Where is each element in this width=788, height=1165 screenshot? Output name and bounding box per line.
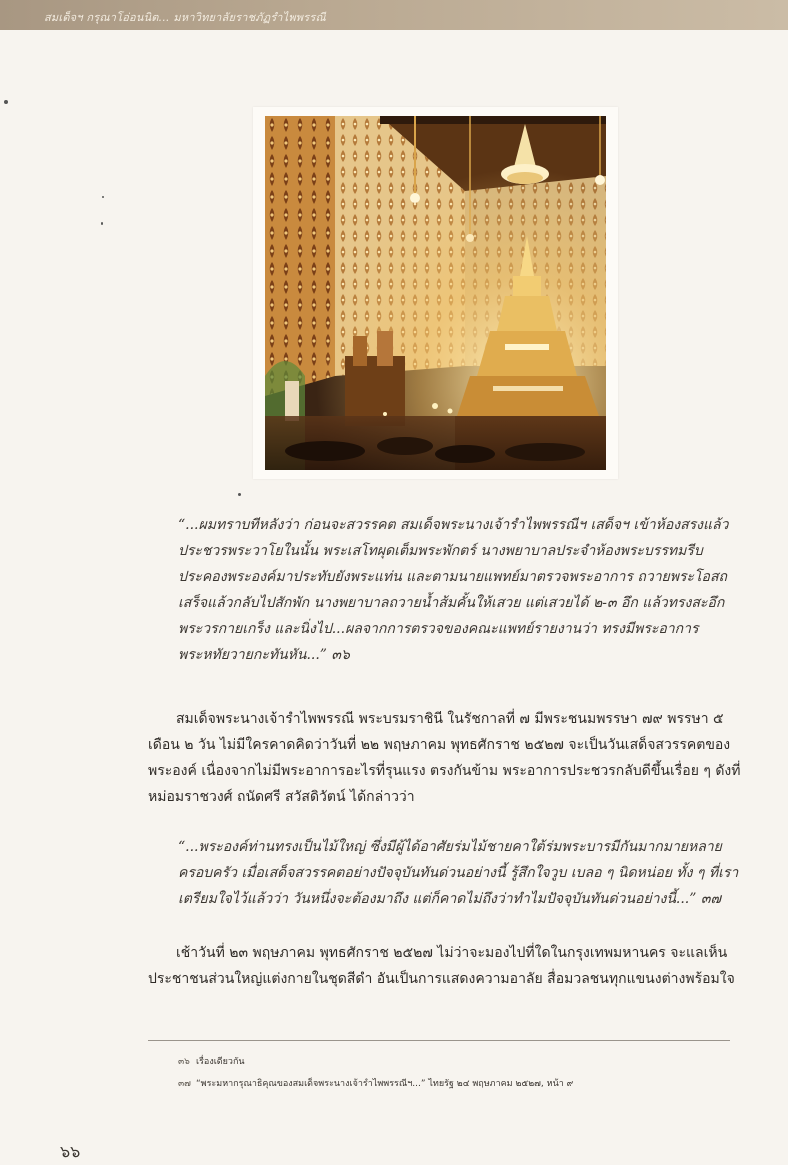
footnote-text: เรื่องเดียวกัน xyxy=(196,1057,245,1067)
paragraph-line: ประชาชนส่วนใหญ่แต่งกายในชุดสีดำ อันเป็นการแสดงความอาลัย สื่อมวลชนทุกแขนงต่างพร้อมใจ xyxy=(148,971,735,987)
quote-block-2 xyxy=(178,834,738,912)
quote-line: ประคองพระองค์มาประทับยังพระแท่น และตามนายแพทย์มาตรวจพระอาการ ถวายพระโอสถ xyxy=(178,569,727,585)
paragraph-line: พระองค์ เนื่องจากไม่มีพระอาการอะไรที่รุนแรง ตรงกันข้าม พระอาการประชวรกลับดีขึ้นเรื่อย ๆ ดังที่ xyxy=(148,763,741,779)
quote-line: เตรียมใจไว้แล้วว่า วันหนึ่งจะต้องมาถึง แต่ก็คาดไม่ถึงว่าทำไมปัจจุบันทันด่วนอย่างนี้...” ๓๗ xyxy=(178,891,721,907)
footnote-text: “พระมหากรุณาธิคุณของสมเด็จพระนางเจ้ารำไพพรรณีฯ...” ไทยรัฐ ๒๔ พฤษภาคม ๒๕๒๗, หน้า ๙ xyxy=(196,1079,574,1089)
scan-speck xyxy=(102,196,104,198)
quote-line: เสร็จแล้วกลับไปสักพัก นางพยาบาลถวายน้ำส้มคั้นให้เสวย แต่เสวยได้ ๒-๓ อึก แล้วทรงสะอึก xyxy=(178,595,725,611)
body-paragraph-2 xyxy=(148,940,738,992)
scan-speck xyxy=(238,493,241,496)
running-title: สมเด็จฯ กรุณาโอ่อนนิต... มหาวิทยาลัยราชภัฏรำไพพรรณี xyxy=(44,11,326,24)
footnote-36 xyxy=(178,1054,245,1068)
footnote-mark: ๓๗ xyxy=(178,1079,191,1089)
paragraph-line: เช้าวันที่ ๒๓ พฤษภาคม พุทธศักราช ๒๕๒๗ ไม่ว่าจะมองไปที่ใดในกรุงเทพมหานคร จะแลเห็น xyxy=(176,945,728,961)
palace-interior-photo xyxy=(265,116,606,470)
scan-speck xyxy=(4,100,8,104)
scan-speck xyxy=(101,222,103,225)
footnote-37 xyxy=(178,1076,573,1090)
quote-line: พระหทัยวายกะทันหัน...” ๓๖ xyxy=(178,647,350,663)
quote-line: “...พระองค์ท่านทรงเป็นไม้ใหญ่ ซึ่งมีผู้ได้อาศัยร่มไม้ชายคาใต้ร่มพระบารมีกันมากมายหลาย xyxy=(178,839,722,855)
running-header xyxy=(0,0,788,30)
paragraph-line: เดือน ๒ วัน ไม่มีใครคาดคิดว่าวันที่ ๒๒ พฤษภาคม พุทธศักราช ๒๕๒๗ จะเป็นวันเสด็จสวรรคตของ xyxy=(148,737,731,753)
paragraph-line: สมเด็จพระนางเจ้ารำไพพรรณี พระบรมราชินี ในรัชกาลที่ ๗ มีพระชนมพรรษา ๗๙ พรรษา ๕ xyxy=(176,711,724,727)
quote-line: พระวรกายเกร็ง และนิ่งไป...ผลจากการตรวจของคณะแพทย์รายงานว่า ทรงมีพระอาการ xyxy=(178,621,699,637)
quote-line: ประชวรพระวาโยในนั้น พระเสโทผุดเต็มพระพักตร์ นางพยาบาลประจำห้องพระบรรทมรีบ xyxy=(178,543,703,559)
quote-block-1 xyxy=(178,512,738,668)
footnote-divider xyxy=(148,1040,730,1041)
paragraph-line: หม่อมราชวงศ์ ถนัดศรี สวัสดิวัตน์ ได้กล่าวว่า xyxy=(148,789,415,805)
quote-line: “...ผมทราบทีหลังว่า ก่อนจะสวรรคต สมเด็จพระนางเจ้ารำไพพรรณีฯ เสด็จฯ เข้าห้องสรงแล้ว xyxy=(178,517,729,533)
body-paragraph-1 xyxy=(148,706,741,810)
quote-line: ครอบครัว เมื่อเสด็จสวรรคตอย่างปัจจุบันทันด่วนอย่างนี้ รู้สึกใจวูบ เบลอ ๆ นิดหน่อย ทั้ง ๆ ที่เรา xyxy=(178,865,739,881)
footnote-mark: ๓๖ xyxy=(178,1057,190,1067)
page-number: ๖๖ xyxy=(60,1142,81,1161)
